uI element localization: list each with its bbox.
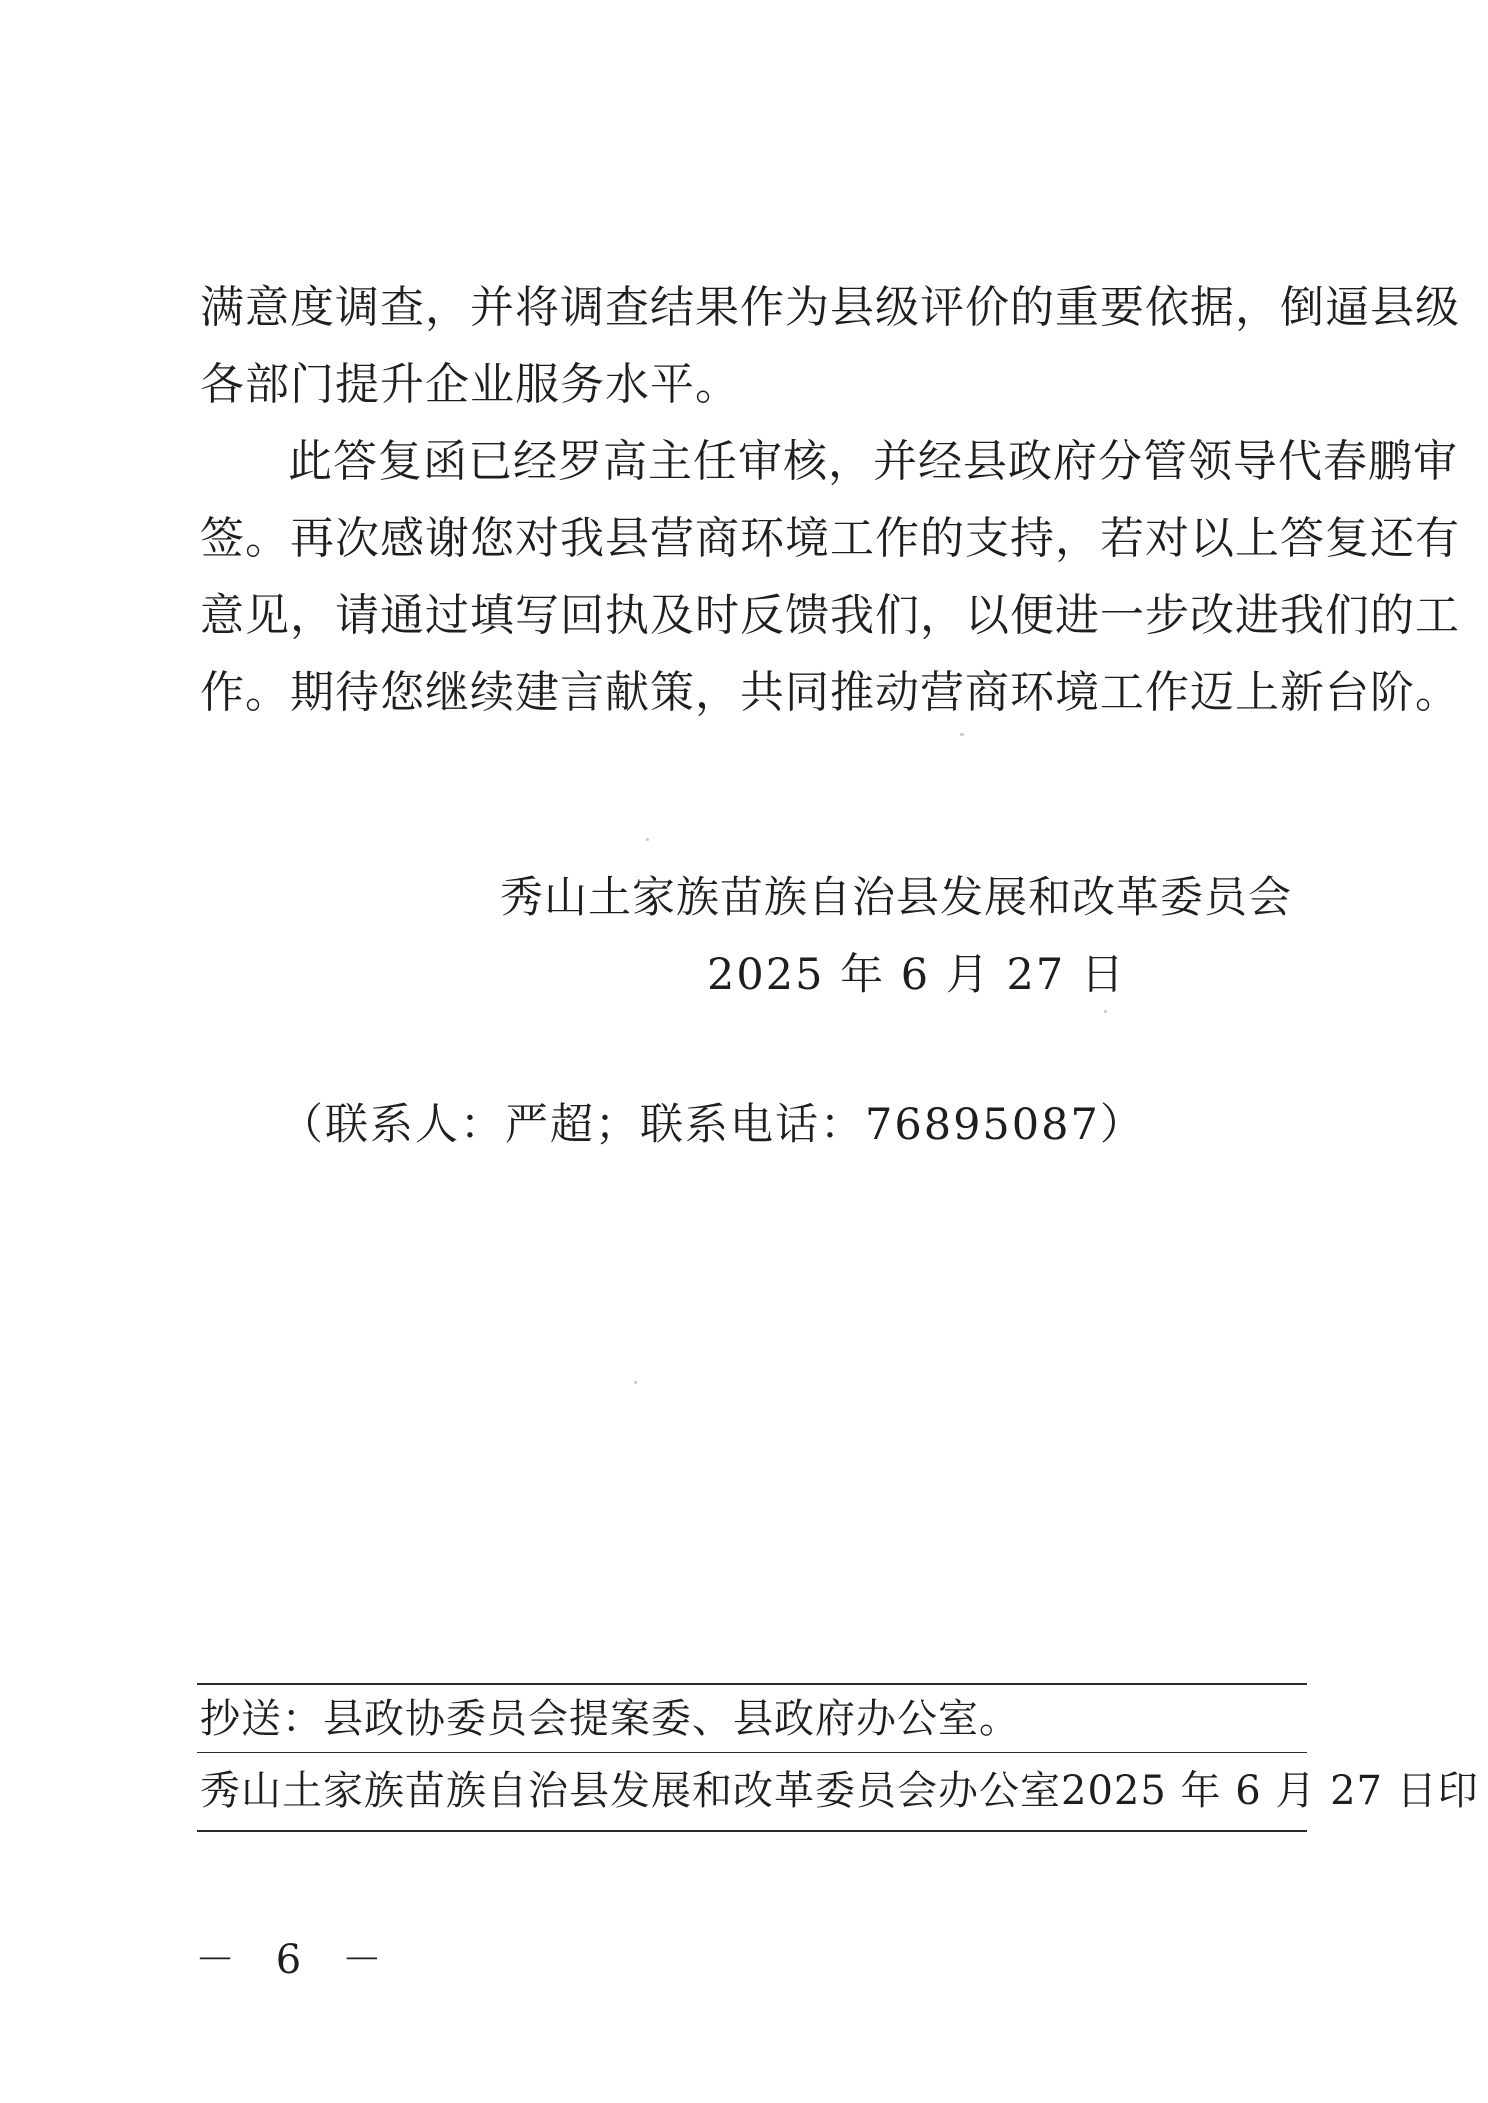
- print-date: 2025 年 6 月 27 日印: [1061, 1768, 1479, 1814]
- footer-top-rule: [197, 1683, 1307, 1685]
- page-number: － 6 －: [195, 1937, 396, 1983]
- signature-date: 2025 年 6 月 27 日: [707, 950, 1126, 1000]
- signature-organization: 秀山土家族苗族自治县发展和改革委员会: [500, 873, 1292, 923]
- body-text-line: 满意度调查，并将调查结果作为县级评价的重要依据，倒逼县级: [200, 282, 1460, 333]
- scan-speck: [1104, 1010, 1107, 1013]
- footer-bottom-rule: [197, 1830, 1307, 1832]
- scan-speck: [960, 733, 964, 736]
- footer-middle-rule: [197, 1752, 1307, 1753]
- print-info-line: [200, 1762, 1479, 1820]
- body-text-line: 意见，请通过填写回执及时反馈我们，以便进一步改进我们的工: [200, 590, 1460, 641]
- printing-office: 秀山土家族苗族自治县发展和改革委员会办公室: [200, 1768, 1061, 1814]
- body-text-line: 此答复函已经罗高主任审核，并经县政府分管领导代春鹏审: [288, 436, 1458, 487]
- scan-speck: [634, 1381, 637, 1384]
- scan-speck: [646, 838, 649, 841]
- contact-info: （联系人：严超；联系电话：76895087）: [280, 1100, 1145, 1150]
- cc-line: 抄送：县政协委员会提案委、县政府办公室。: [200, 1696, 1020, 1742]
- body-text-line: 作。期待您继续建言献策，共同推动营商环境工作迈上新台阶。: [200, 667, 1460, 718]
- body-text-line: 各部门提升企业服务水平。: [200, 359, 740, 410]
- body-text-line: 签。再次感谢您对我县营商环境工作的支持，若对以上答复还有: [200, 513, 1460, 564]
